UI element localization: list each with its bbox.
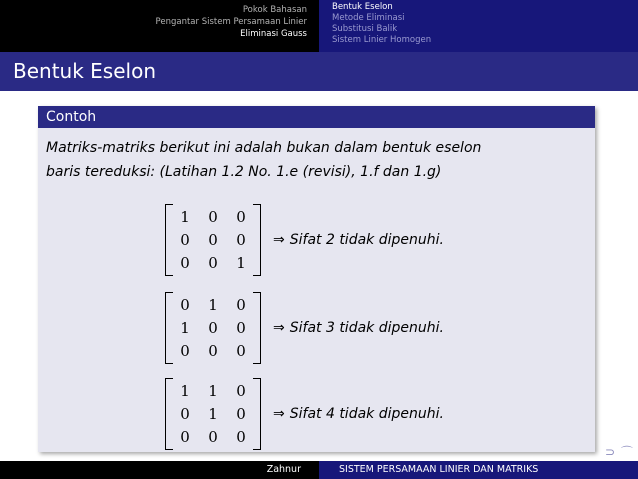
implies-arrow: ⇒ — [273, 232, 285, 248]
matrix-cell: 1 — [180, 382, 190, 400]
beamer-navigation-symbols[interactable]: ⊃ ⌒ — [605, 445, 634, 459]
intro-line-1: Matriks-matriks berikut ini adalah bukan dalam bentuk eselon — [46, 140, 482, 156]
remark-text: Sifat 4 tidak dipenuhi. — [289, 406, 444, 422]
implies-arrow: ⇒ — [273, 406, 285, 422]
matrix-cell: 0 — [208, 231, 218, 249]
implies-arrow: ⇒ — [273, 320, 285, 336]
footer-course: SISTEM PERSAMAAN LINIER DAN MATRIKS — [339, 464, 539, 475]
matrix-cell: 1 — [180, 208, 190, 226]
nav-section-pengantar[interactable]: Pengantar Sistem Persamaan Linier — [155, 17, 307, 27]
frame-title-bar — [0, 52, 638, 91]
footer-author-box — [0, 461, 319, 479]
nav-subsection-metode-eliminasi[interactable]: Metode Eliminasi — [332, 13, 405, 23]
subsection-nav — [319, 0, 638, 54]
matrix-cell: 0 — [180, 254, 190, 272]
footer-course-box — [319, 461, 638, 479]
matrix-cell: 0 — [236, 231, 246, 249]
beamer-header-nav — [0, 0, 638, 52]
block-title: Contoh — [38, 106, 595, 128]
matrix-cell: 0 — [236, 428, 246, 446]
right-bracket — [253, 378, 261, 450]
nav-section-pokok-bahasan[interactable]: Pokok Bahasan — [242, 5, 307, 15]
matrix-cell: 0 — [180, 296, 190, 314]
remark — [273, 228, 444, 252]
example-row — [165, 378, 565, 450]
matrix-cell: 0 — [208, 208, 218, 226]
footer-author: Zahnur — [266, 464, 301, 475]
matrix-cell: 0 — [208, 254, 218, 272]
matrix-cell: 0 — [236, 208, 246, 226]
matrix — [165, 204, 261, 276]
matrix-cell: 0 — [208, 342, 218, 360]
example-row — [165, 292, 565, 364]
frame-title: Bentuk Eselon — [13, 59, 156, 83]
matrix-cell: 1 — [208, 296, 218, 314]
matrix-cell: 1 — [180, 319, 190, 337]
nav-subsection-substitusi-balik[interactable]: Substitusi Balik — [332, 24, 398, 34]
matrix-cell: 0 — [236, 319, 246, 337]
matrix-cell: 0 — [208, 428, 218, 446]
left-bracket — [165, 292, 173, 364]
intro-line-2: baris tereduksi: (Latihan 1.2 No. 1.e (revisi), 1.f dan 1.g) — [46, 164, 442, 180]
matrix-cell: 0 — [236, 405, 246, 423]
matrix-cell: 1 — [208, 382, 218, 400]
matrix — [165, 378, 261, 450]
matrix-cell: 0 — [236, 342, 246, 360]
right-bracket — [253, 292, 261, 364]
nav-subsection-bentuk-eselon[interactable]: Bentuk Eselon — [332, 2, 393, 12]
left-bracket — [165, 204, 173, 276]
matrix-cell: 0 — [180, 342, 190, 360]
intro-text — [46, 136, 586, 184]
left-bracket — [165, 378, 173, 450]
matrix-cell: 0 — [180, 405, 190, 423]
section-nav — [0, 4, 315, 40]
example-block — [38, 106, 595, 452]
matrix-cell: 0 — [236, 382, 246, 400]
remark-text: Sifat 2 tidak dipenuhi. — [289, 232, 444, 248]
block-body — [38, 128, 595, 452]
matrix-cell: 0 — [180, 231, 190, 249]
nav-section-eliminasi-gauss[interactable]: Eliminasi Gauss — [240, 29, 307, 39]
matrix-cell: 0 — [236, 296, 246, 314]
example-row — [165, 204, 565, 276]
matrix-cell: 0 — [208, 319, 218, 337]
matrix — [165, 292, 261, 364]
remark — [273, 316, 444, 340]
remark — [273, 402, 444, 426]
matrix-cell: 0 — [180, 428, 190, 446]
remark-text: Sifat 3 tidak dipenuhi. — [289, 320, 444, 336]
right-bracket — [253, 204, 261, 276]
matrix-cell: 1 — [208, 405, 218, 423]
nav-subsection-sistem-linier-homogen[interactable]: Sistem Linier Homogen — [332, 35, 432, 45]
matrix-cell: 1 — [236, 254, 246, 272]
footer — [0, 461, 638, 479]
